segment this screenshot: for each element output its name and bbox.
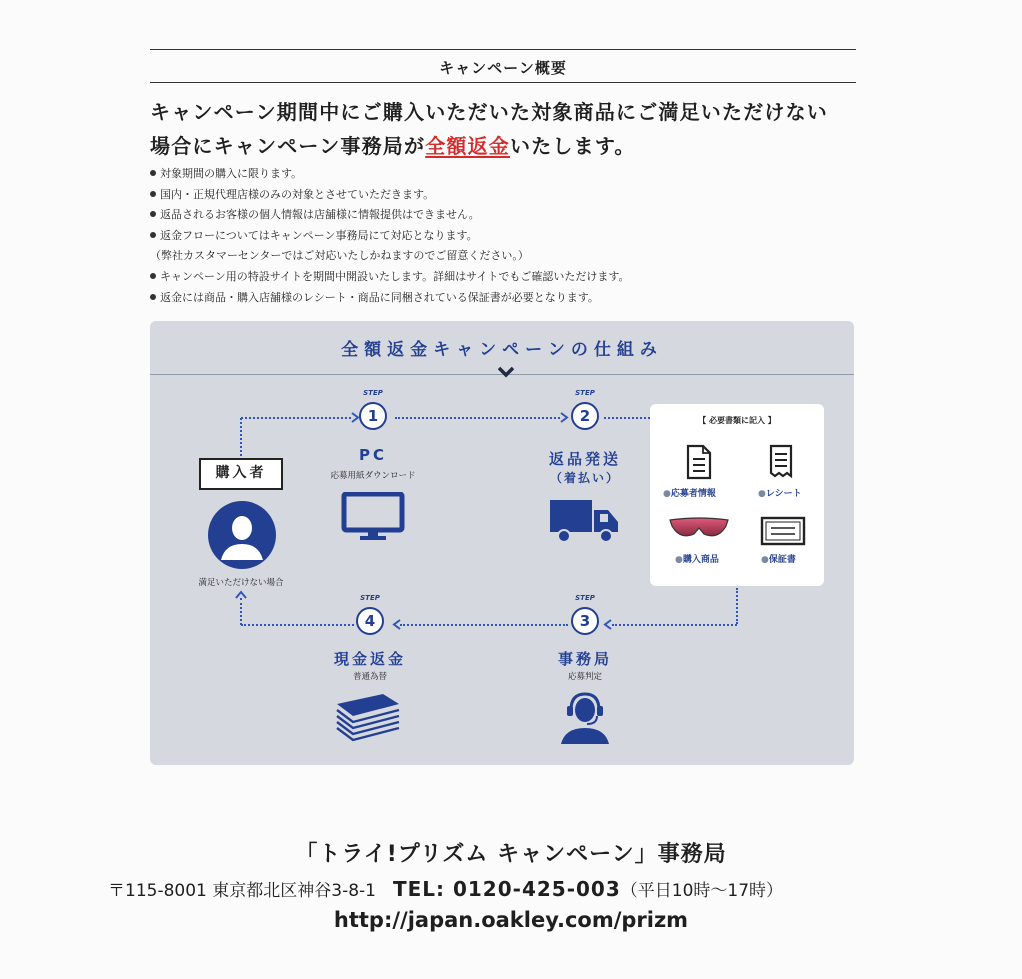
doc-label-product: ●購入商品: [675, 555, 719, 565]
doc-label-warranty: ●保証書: [761, 555, 796, 565]
step-label: STEP: [360, 594, 380, 602]
headline-highlight: 全額返金: [425, 134, 511, 158]
note-item-continued: （弊社カスタマーセンターではご対応いたしかねますのでご留意ください。）: [150, 249, 529, 263]
phone-number: TEL: 0120-425-003: [392, 877, 621, 901]
receipt-icon: [768, 444, 794, 480]
doc-label-applicant: ●応募者情報: [663, 489, 716, 499]
connector: [736, 588, 738, 624]
office-name: 「トライ!プリズム キャンペーン」事務局: [295, 842, 727, 867]
connector: [241, 417, 351, 419]
connector: [240, 598, 242, 625]
connector: [400, 624, 568, 626]
doc-label-receipt: ●レシート: [758, 489, 802, 499]
bullet-icon: [150, 273, 156, 279]
step-title: PC: [358, 446, 387, 464]
cash-stack-icon: [333, 690, 403, 742]
headline-prefix: 場合にキャンペーン事務局が: [150, 134, 426, 158]
top-rule: [150, 49, 856, 50]
arrow-left-icon: [392, 619, 401, 630]
step-label: STEP: [363, 389, 383, 397]
arrow-left-icon: [603, 619, 612, 630]
step-subtitle: 応募判定: [567, 672, 602, 682]
step-label: STEP: [575, 594, 595, 602]
connector: [240, 418, 242, 456]
bullet-icon: [150, 294, 156, 300]
section-title: キャンペーン概要: [439, 59, 567, 77]
note-item: 返金には商品・購入店舗様のレシート・商品に同梱されている保証書が必要となります。: [150, 288, 629, 309]
step-label: STEP: [575, 389, 595, 397]
notes-list: [150, 164, 629, 308]
truck-icon: [548, 496, 620, 544]
note-item: 対象期間の購入に限ります。: [150, 164, 629, 185]
step-subtitle: 応募用紙ダウンロード: [330, 471, 416, 481]
connector: [604, 417, 650, 419]
step-title: 事務局: [557, 650, 612, 668]
note-item: 返金フローについてはキャンペーン事務局にて対応となります。: [150, 226, 629, 247]
arrow-right-icon: [560, 412, 569, 423]
office-hours: （平日10時～17時）: [620, 881, 784, 901]
document-icon: [685, 444, 713, 480]
step-subtitle: （着払い）: [549, 471, 620, 485]
contact-line: [108, 876, 783, 901]
headline-line2: [150, 130, 636, 159]
step-number: 2: [571, 402, 599, 430]
doc-dot: ●: [758, 489, 766, 499]
connector: [241, 624, 354, 626]
operator-headset-icon: [557, 690, 613, 746]
buyer-caption: 満足いただけない場合: [198, 578, 284, 588]
step-subtitle: 普通為替: [352, 672, 387, 682]
note-item: 国内・正規代理店様のみの対象とさせていただきます。: [150, 185, 629, 206]
step-number: 4: [356, 607, 384, 635]
bullet-icon: [150, 211, 156, 217]
buyer-label: 購入者: [199, 458, 283, 490]
certificate-icon: [760, 516, 806, 546]
headline-line1: キャンペーン期間中にご購入いただいた対象商品にご満足いただけない: [150, 100, 828, 124]
step-title: 返品発送: [548, 450, 621, 468]
note-item: 返品されるお客様の個人情報は店舗様に情報提供はできません。: [150, 205, 629, 226]
bullet-icon: [150, 170, 156, 176]
doc-dot: ●: [761, 555, 769, 565]
bullet-icon: [150, 232, 156, 238]
step-number: 3: [571, 607, 599, 635]
sunglasses-icon: [668, 514, 730, 544]
campaign-url[interactable]: http://japan.oakley.com/prizm: [333, 908, 689, 932]
title-rule: [150, 82, 856, 83]
arrow-up-icon: [235, 590, 247, 599]
monitor-icon: [340, 492, 406, 542]
doc-dot: ●: [675, 555, 683, 565]
chevron-down-icon: [496, 366, 516, 380]
person-icon: [207, 500, 277, 570]
doc-dot: ●: [663, 489, 671, 499]
step-number: 1: [359, 402, 387, 430]
documents-title: 【 必要書類に記入 】: [698, 416, 776, 425]
connector: [612, 624, 737, 626]
bullet-icon: [150, 191, 156, 197]
connector: [395, 417, 560, 419]
step-title: 現金返金: [333, 650, 406, 668]
note-item: キャンペーン用の特設サイトを期間中開設いたします。詳細はサイトでもご確認いただけます。: [150, 267, 629, 288]
headline-suffix: いたします。: [510, 134, 636, 158]
flow-title: 全額返金キャンペーンの仕組み: [341, 340, 663, 360]
address: 〒115-8001 東京都北区神谷3-8-1: [108, 881, 376, 901]
